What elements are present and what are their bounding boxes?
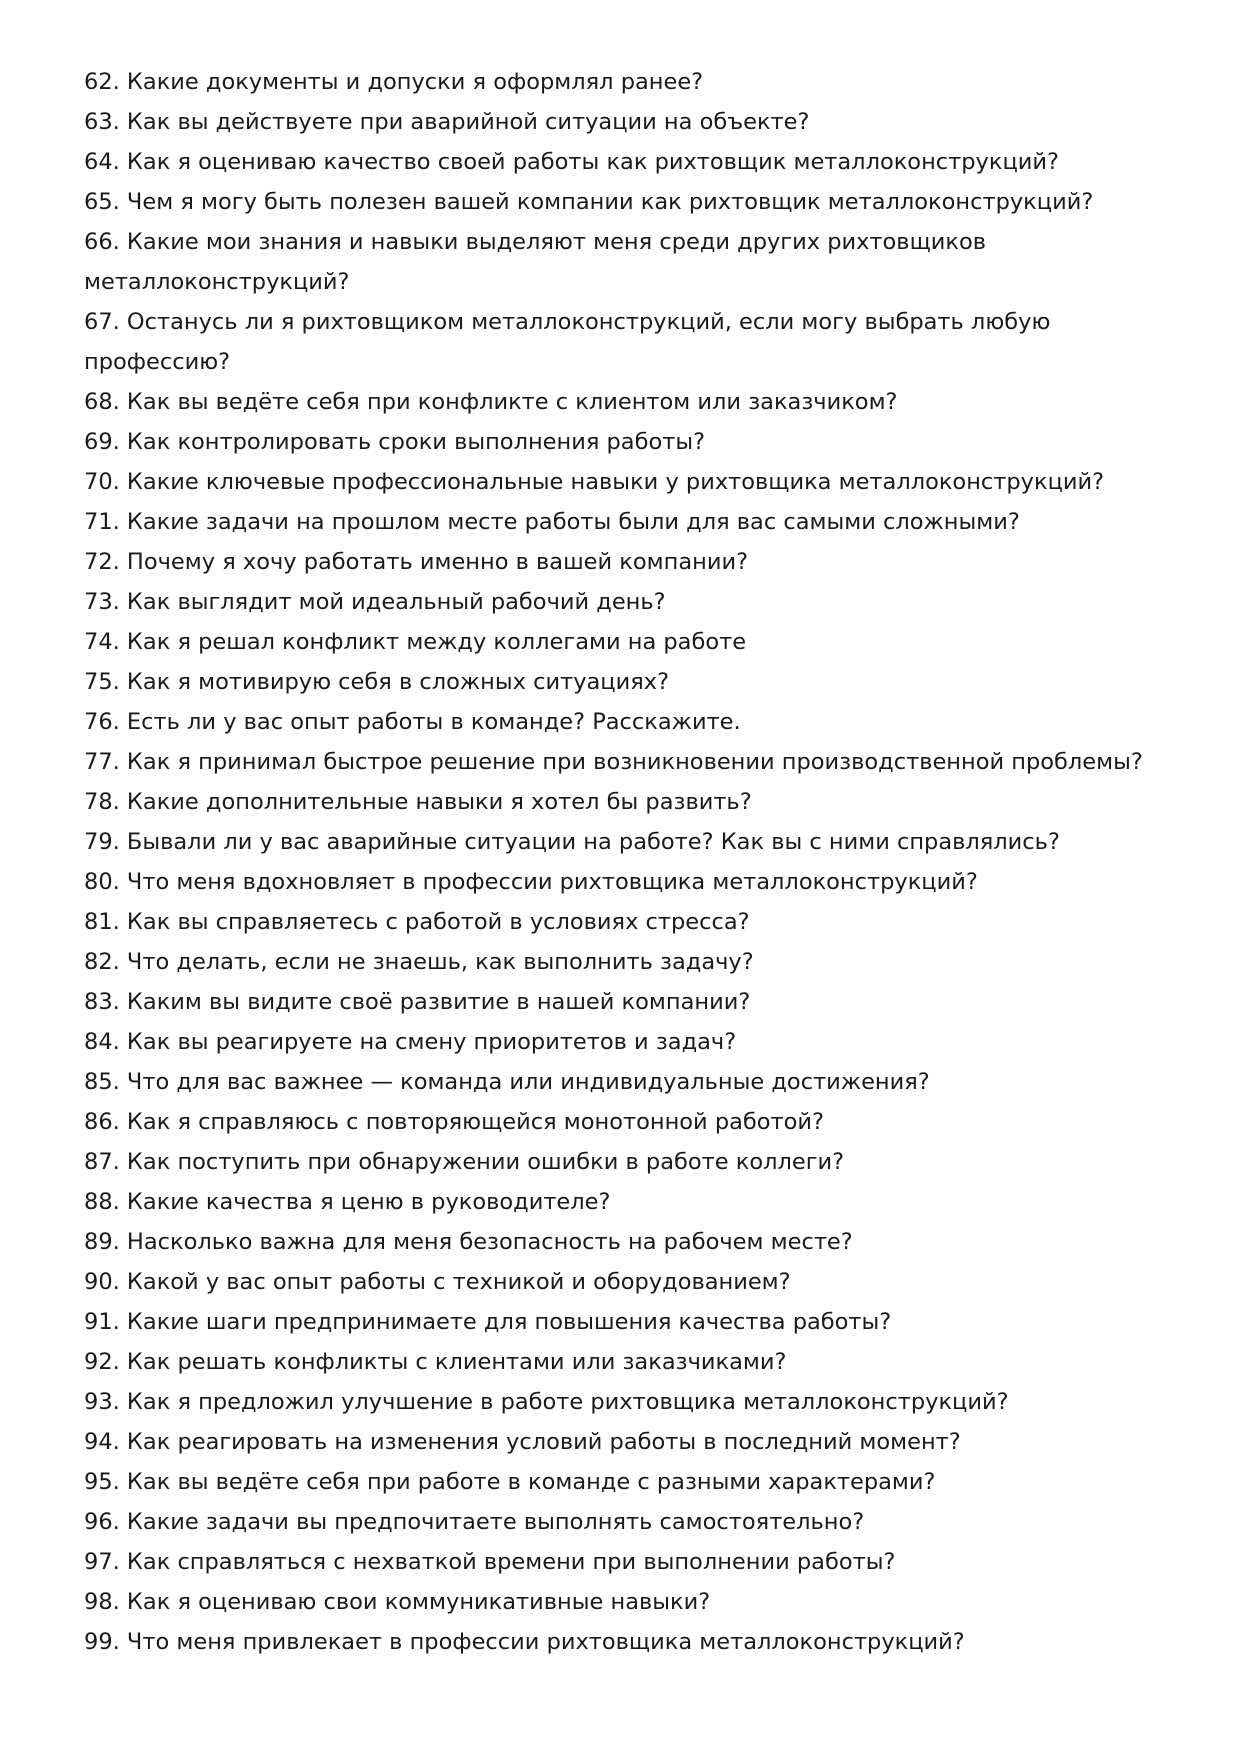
list-item: 87. Как поступить при обнаружении ошибки в работе коллеги? xyxy=(84,1149,845,1175)
list-item: 91. Какие шаги предпринимаете для повышения качества работы? xyxy=(84,1309,892,1335)
list-item: 83. Каким вы видите своё развитие в нашей компании? xyxy=(84,989,751,1015)
list-item: 66. Какие мои знания и навыки выделяют меня среди других рихтовщиков металлоконструкций? xyxy=(84,229,986,295)
list-item: 82. Что делать, если не знаешь, как выполнить задачу? xyxy=(84,949,754,975)
list-item: 99. Что меня привлекает в профессии рихтовщика металлоконструкций? xyxy=(84,1629,965,1655)
list-item: 73. Как выглядит мой идеальный рабочий день? xyxy=(84,589,666,615)
list-item: 97. Как справляться с нехваткой времени при выполнении работы? xyxy=(84,1549,896,1575)
list-item: 89. Насколько важна для меня безопасность на рабочем месте? xyxy=(84,1229,853,1255)
list-item: 84. Как вы реагируете на смену приоритетов и задач? xyxy=(84,1029,737,1055)
list-item: 70. Какие ключевые профессиональные навыки у рихтовщика металлоконструкций? xyxy=(84,469,1105,495)
list-item: 95. Как вы ведёте себя при работе в команде с разными характерами? xyxy=(84,1469,936,1495)
list-item: 63. Как вы действуете при аварийной ситуации на объекте? xyxy=(84,109,810,135)
list-item: 88. Какие качества я ценю в руководителе? xyxy=(84,1189,611,1215)
list-item: 81. Как вы справляетесь с работой в условиях стресса? xyxy=(84,909,750,935)
list-item: 68. Как вы ведёте себя при конфликте с клиентом или заказчиком? xyxy=(84,389,898,415)
list-item: 98. Как я оцениваю свои коммуникативные навыки? xyxy=(84,1589,711,1615)
list-item: 76. Есть ли у вас опыт работы в команде? Расскажите. xyxy=(84,709,741,735)
list-item: 78. Какие дополнительные навыки я хотел бы развить? xyxy=(84,789,752,815)
list-item: 94. Как реагировать на изменения условий работы в последний момент? xyxy=(84,1429,961,1455)
list-item: 64. Как я оцениваю качество своей работы как рихтовщик металлоконструкций? xyxy=(84,149,1059,175)
list-item: 75. Как я мотивирую себя в сложных ситуациях? xyxy=(84,669,670,695)
list-item: 80. Что меня вдохновляет в профессии рихтовщика металлоконструкций? xyxy=(84,869,978,895)
list-item: 86. Как я справляюсь с повторяющейся монотонной работой? xyxy=(84,1109,824,1135)
list-item: 96. Какие задачи вы предпочитаете выполнять самостоятельно? xyxy=(84,1509,865,1535)
list-item: 93. Как я предложил улучшение в работе рихтовщика металлоконструкций? xyxy=(84,1389,1009,1415)
list-item: 67. Останусь ли я рихтовщиком металлоконструкций, если могу выбрать любую профессию? xyxy=(84,309,1051,375)
list-item: 90. Какой у вас опыт работы с техникой и оборудованием? xyxy=(84,1269,791,1295)
list-item: 74. Как я решал конфликт между коллегами на работе xyxy=(84,629,747,655)
list-item: 85. Что для вас важнее — команда или индивидуальные достижения? xyxy=(84,1069,930,1095)
list-item: 62. Какие документы и допуски я оформлял ранее? xyxy=(84,69,704,95)
list-item: 77. Как я принимал быстрое решение при возникновении производственной проблемы? xyxy=(84,749,1143,775)
list-item: 65. Чем я могу быть полезен вашей компании как рихтовщик металлоконструкций? xyxy=(84,189,1094,215)
list-item: 72. Почему я хочу работать именно в вашей компании? xyxy=(84,549,749,575)
question-list xyxy=(84,62,1174,1662)
list-item: 71. Какие задачи на прошлом месте работы были для вас самыми сложными? xyxy=(84,509,1020,535)
list-item: 69. Как контролировать сроки выполнения работы? xyxy=(84,429,706,455)
list-item: 92. Как решать конфликты с клиентами или заказчиками? xyxy=(84,1349,787,1375)
list-item: 79. Бывали ли у вас аварийные ситуации на работе? Как вы с ними справлялись? xyxy=(84,829,1060,855)
